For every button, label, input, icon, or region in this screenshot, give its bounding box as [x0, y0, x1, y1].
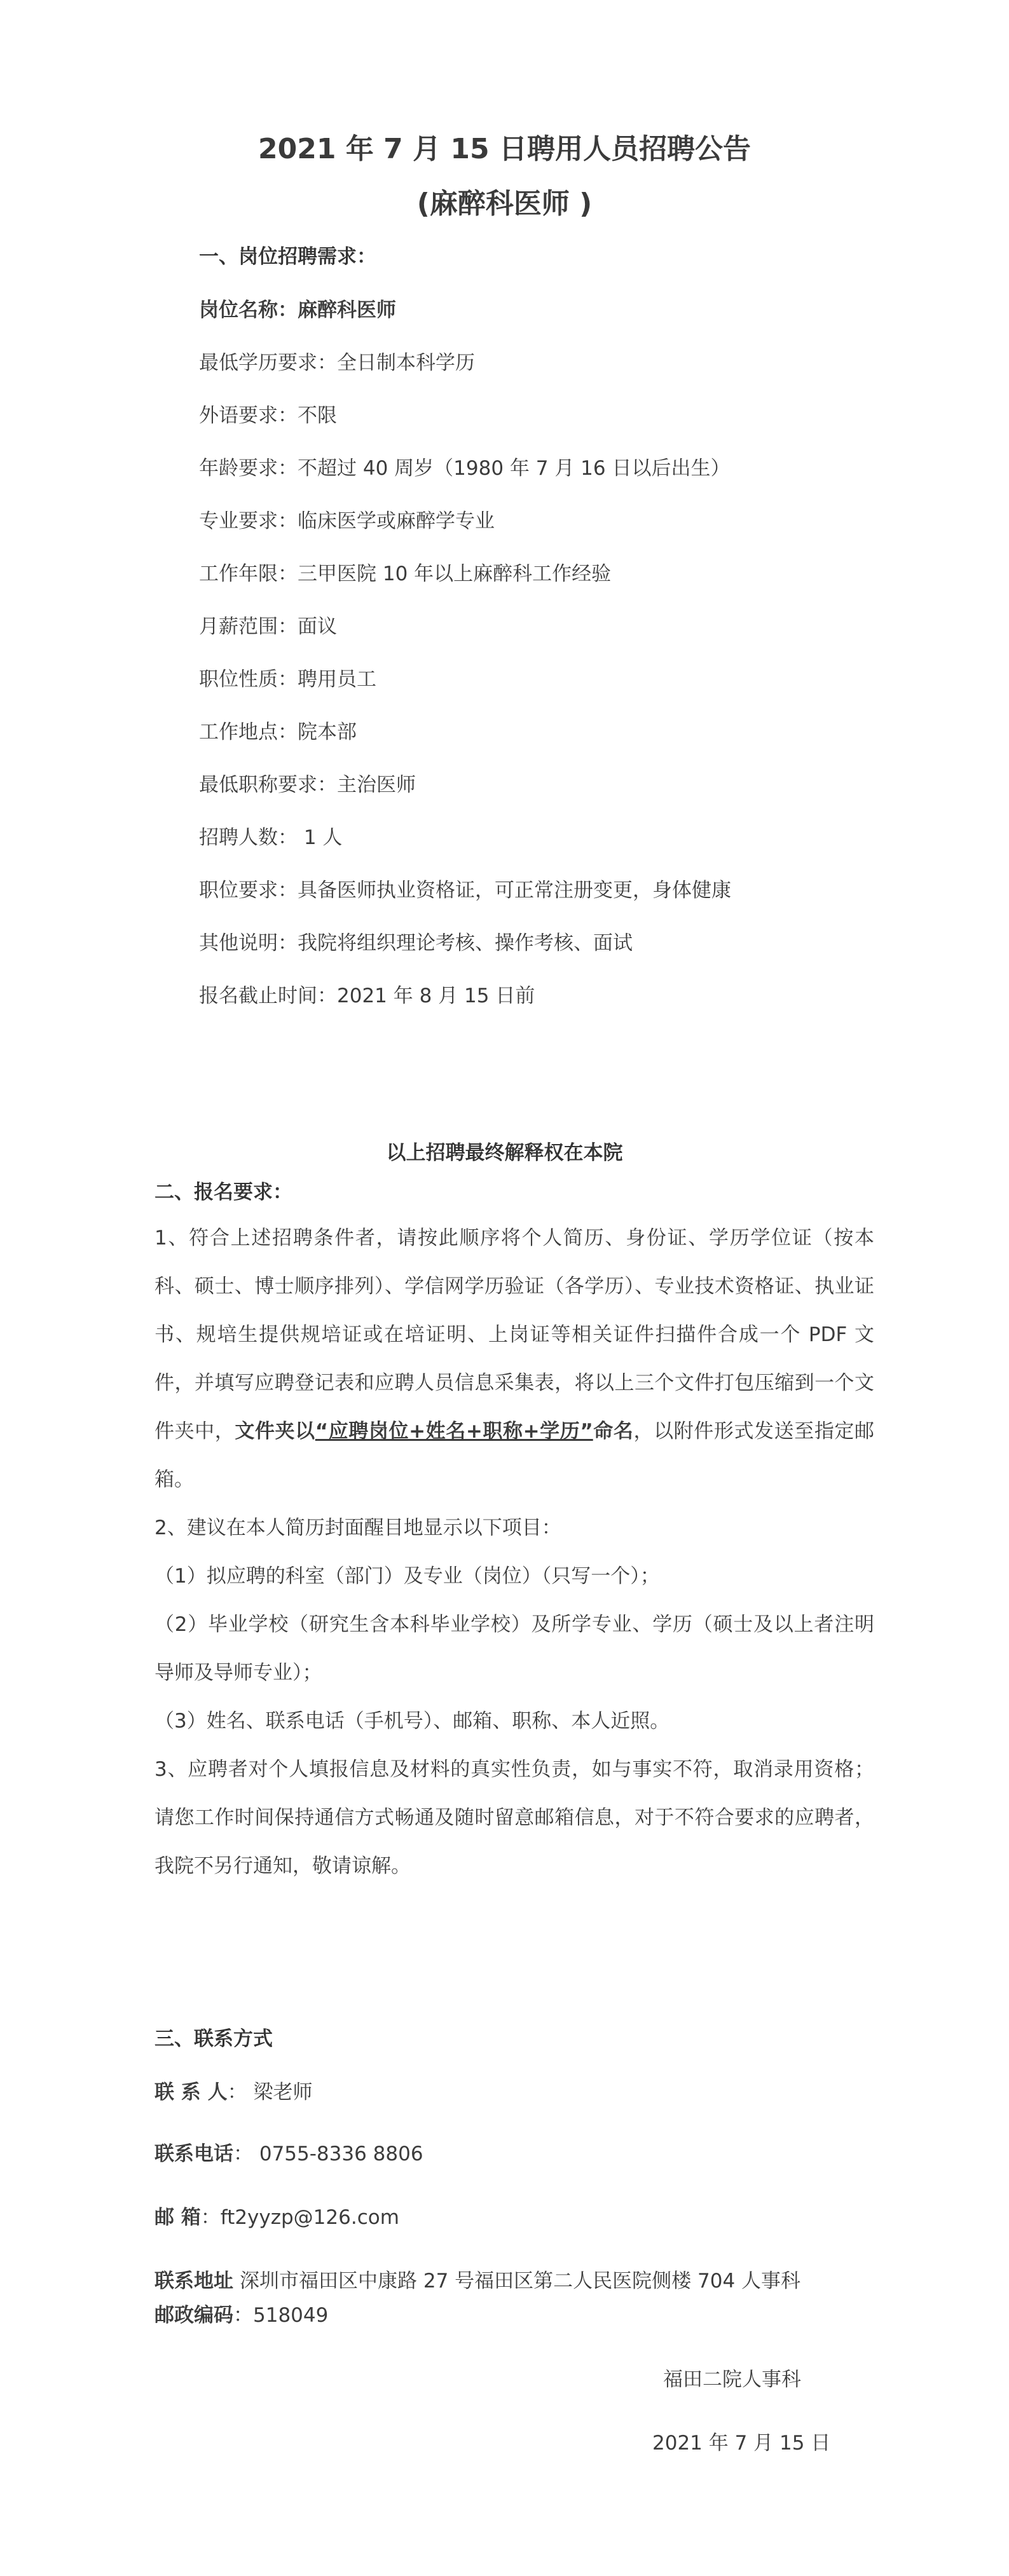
signature-date: 2021 年 7 月 15 日 — [652, 2432, 831, 2455]
page-subtitle: (麻醉科医师 ) — [416, 187, 593, 220]
section-heading-application: 二、报名要求： — [154, 1181, 292, 1204]
contact-postcode-row — [154, 2299, 328, 2327]
folder-naming-lead: 文件夹以 — [235, 1420, 315, 1443]
job-item: 其他说明：我院将组织理论考核、操作考核、面试 — [199, 932, 633, 955]
application-item-1: （1）拟应聘的科室（部门）及专业（岗位）（只写一个）； — [154, 1565, 660, 1588]
application-item-3: （3）姓名、联系电话（手机号）、邮箱、职称、本人近照。 — [154, 1710, 670, 1733]
page-title: 2021 年 7 月 15 日聘用人员招聘公告 — [258, 133, 751, 165]
contact-address-label: 联系地址 — [154, 2270, 233, 2293]
application-paragraph-2: 2、建议在本人简历封面醒目地显示以下项目： — [154, 1516, 561, 1539]
job-item: 工作地点：院本部 — [199, 721, 357, 744]
contact-email-value: ：ft2yyzp@126.com — [200, 2206, 399, 2229]
folder-naming-format: “应聘岗位+姓名+职称+学历” — [315, 1420, 593, 1443]
contact-email-row — [154, 2201, 399, 2230]
contact-person-value: ： 梁老师 — [227, 2081, 313, 2104]
job-item: 最低职称要求：主治医师 — [199, 773, 416, 796]
paragraph-text: 1、符合上述招聘条件者，请按此顺序将个人简历、身份证、学历学位证（按本科、硕士、博士顺序排列）、学信网学历验证（各学历）、专业技术资格证、执业证书、规培生提供规培证或在培证明、上岗证等相关证件扫描件合成一个 PDF 文件，并填写应聘登记表和应聘人员信息采集表，将以上三个文件打包压缩到一个文件夹中， — [154, 1227, 874, 1443]
job-item: 职位要求：具备医师执业资格证，可正常注册变更，身体健康 — [199, 879, 731, 902]
job-item: 年龄要求：不超过 40 周岁（1980 年 7 月 16 日以后出生） — [199, 457, 731, 480]
contact-phone-value: ： 0755-8336 8806 — [233, 2143, 423, 2165]
contact-postcode-value: ：518049 — [233, 2304, 329, 2327]
application-item-2: （2）毕业学校（研究生含本科毕业学校）及所学专业、学历（硕士及以上者注明导师及导师专业）； — [154, 1613, 874, 1684]
paragraph-text: ，以附件形式发送至指定邮箱。 — [154, 1420, 875, 1491]
contact-email-label: 邮 箱 — [154, 2206, 201, 2229]
folder-naming-tail: 命名 — [593, 1420, 634, 1443]
job-item: 报名截止时间：2021 年 8 月 15 日前 — [199, 985, 535, 1007]
contact-postcode-label: 邮政编码 — [154, 2304, 233, 2327]
contact-person-row — [154, 2076, 312, 2104]
job-item: 月薪范围：面议 — [199, 615, 337, 638]
contact-address-row — [154, 2265, 800, 2293]
application-paragraph-3: 3、应聘者对个人填报信息及材料的真实性负责，如与事实不符，取消录用资格；请您工作时间保持通信方式畅通及随时留意邮箱信息，对于不符合要求的应聘者，我院不另行通知，敬请谅解。 — [154, 1758, 874, 1877]
job-item: 外语要求：不限 — [199, 404, 337, 427]
contact-address-value: 深圳市福田区中康路 27 号福田区第二人民医院侧楼 704 人事科 — [240, 2270, 801, 2293]
job-item: 专业要求：临床医学或麻醉学专业 — [199, 510, 495, 533]
job-item: 招聘人数： 1 人 — [199, 826, 343, 849]
section-heading-contact: 三、联系方式 — [154, 2027, 273, 2050]
job-item: 岗位名称：麻醉科医师 — [199, 299, 396, 322]
contact-person-label: 联 系 人 — [154, 2081, 228, 2104]
interpretation-note: 以上招聘最终解释权在本院 — [386, 1141, 623, 1164]
job-item: 工作年限：三甲医院 10 年以上麻醉科工作经验 — [199, 562, 612, 585]
job-item: 职位性质：聘用员工 — [199, 668, 376, 691]
section-heading-requirements: 一、岗位招聘需求： — [199, 245, 376, 268]
signature-org: 福田二院人事科 — [663, 2368, 801, 2391]
application-paragraph-1 — [154, 1214, 874, 1504]
contact-phone-label: 联系电话 — [154, 2143, 233, 2165]
job-item: 最低学历要求：全日制本科学历 — [199, 351, 475, 374]
contact-phone-row — [154, 2137, 423, 2166]
